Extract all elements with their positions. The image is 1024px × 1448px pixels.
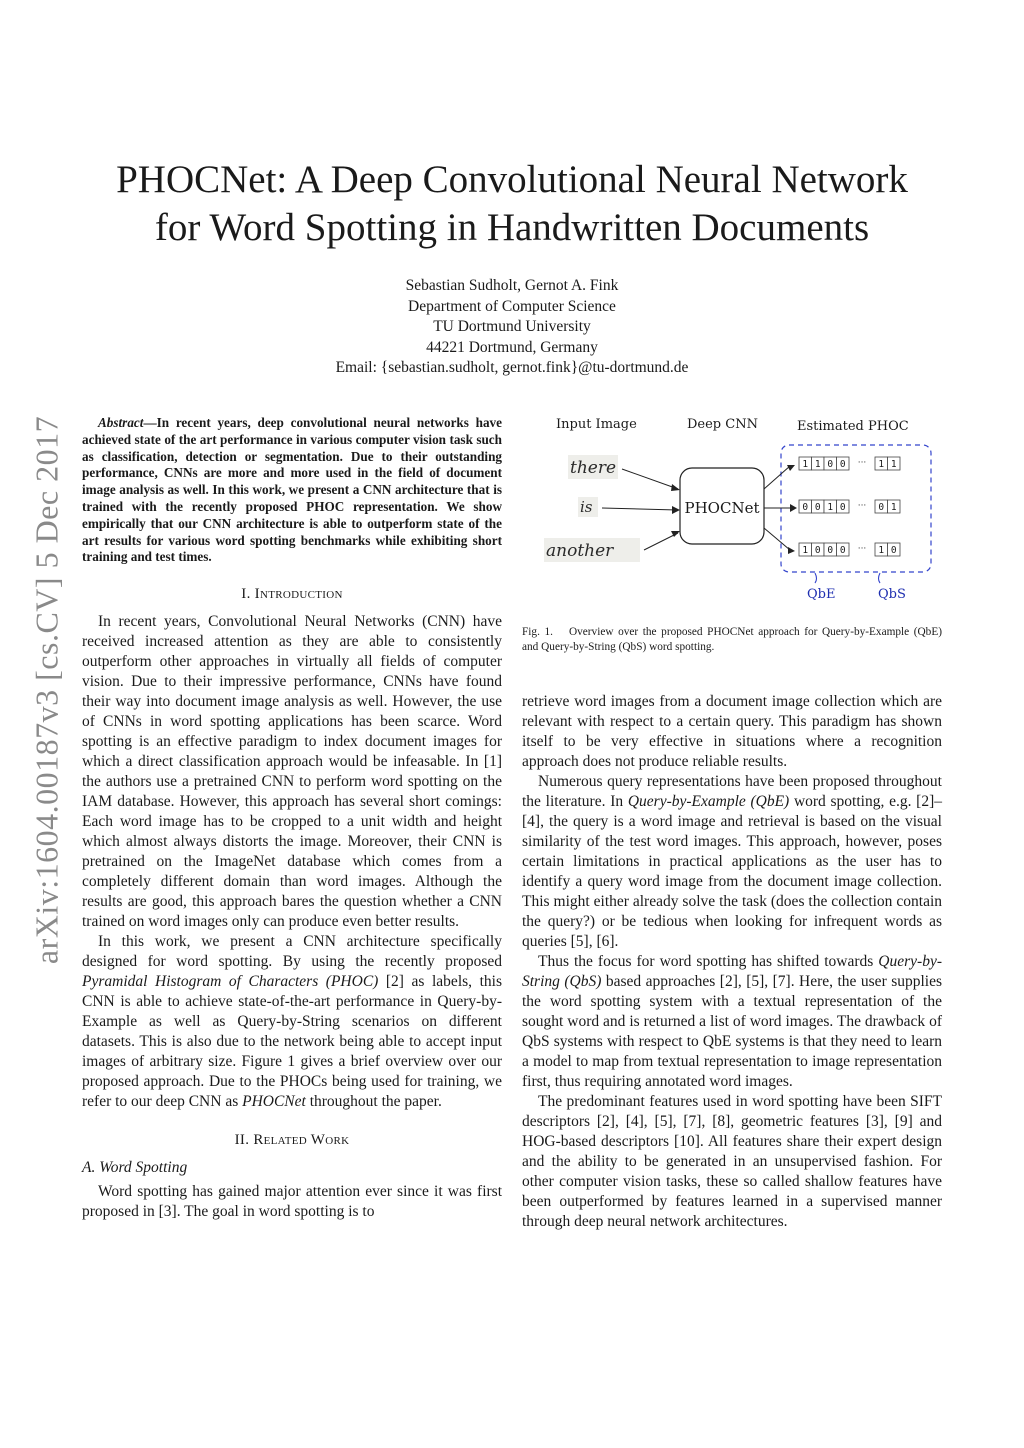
figure-label-estimated-phoc: Estimated PHOC <box>797 419 909 434</box>
phoc-cell-value: 0 <box>814 502 821 513</box>
author-university: TU Dortmund University <box>433 318 591 335</box>
phoc-cell-value: 0 <box>839 502 846 513</box>
abstract <box>82 415 502 566</box>
output-arrows <box>764 466 792 550</box>
author-email: Email: {sebastian.sudholt, gernot.fink}@tu-dortmund.de <box>335 359 689 376</box>
paper-title <box>60 156 964 252</box>
input-arrows <box>602 469 678 550</box>
phoc-cell-value: 1 <box>878 545 885 556</box>
figure-diagram <box>522 415 942 615</box>
word-image-another <box>544 538 640 562</box>
phoc-cell-value: 1 <box>814 459 821 470</box>
word-image-text-another: another <box>546 541 614 561</box>
figure-label-input-image: Input Image <box>556 417 637 432</box>
phoc-cell-value: 1 <box>802 459 809 470</box>
phoc-cell-value: 0 <box>802 502 809 513</box>
phoc-cell-value: 0 <box>839 545 846 556</box>
phoc-ellipsis: ··· <box>857 544 867 554</box>
phoc-cell-value: 1 <box>890 459 897 470</box>
input-arrowheads <box>671 484 680 537</box>
phoc-ellipsis: ··· <box>857 458 867 468</box>
arxiv-identifier: arXiv:1604.00187v3 [cs.CV] 5 Dec 2017 <box>28 415 65 965</box>
subsection-heading-word-spotting: A. Word Spotting <box>82 1159 188 1177</box>
word-spotting-paragraph: Word spotting has gained major attention ever since it was first proposed in [3]. The goal in word spotting is to <box>82 1183 502 1221</box>
figure-1 <box>522 415 942 615</box>
section-heading-related-work: II. Related Work <box>234 1132 350 1149</box>
phoc-cell-value: 1 <box>878 459 885 470</box>
output-arrowheads <box>787 465 797 554</box>
title-line-1: PHOCNet: A Deep Convolutional Neural Network <box>116 158 908 201</box>
intro-paragraph-1: In recent years, Convolutional Neural Networks (CNN) have received increased attention as they are able to consistently outperform other approaches in virtually all fields of computer vision. Due to their impressive performance, CNNs have found their way into document image analysis as well. However, the use of CNNs in word spotting applications has been scarce. Word spotting is an effective paradigm to index document images for which a direct classification approach would be infeasable. In [1] the authors use a pretrained CNN to perform word spotting on the IAM database. However, this approach has several short comings: Each word image has to be cropped to a unit width and height which almost always distorts the image. Moreover, their CNN is pretrained on the ImageNet database which comes from a completely different domain than word images. Although the results are good, this approach bares the question whether a CNN trained on word images only can produce even better results. <box>82 613 502 931</box>
right-paragraph-1: retrieve word images from a document image collection which are relevant with respect to a certain query. This paradigm has shown itself to be very effective in situations where a recognition approach does not produce reliable results. <box>522 693 942 770</box>
abstract-label: Abstract <box>98 415 144 430</box>
phoc-cell-value: 0 <box>839 459 846 470</box>
right-paragraph-2: Numerous query representations have been proposed throughout the literature. In Query-by-Example (QbE) word spotting, e.g. [2]–[4], the query is a word image and retrieval is based on the visual similarity of the test word images. This approach, however, poses certain limitations in practical applications as the user has to identify a query word image from the document image collection. This might either already solve the task (does the collection contain the query?) or be tedious when looking for infrequent words as queries [5], [6]. <box>522 773 942 950</box>
right-column <box>522 415 942 1232</box>
phoc-cell-value: 1 <box>890 502 897 513</box>
author-department: Department of Computer Science <box>408 297 616 315</box>
word-image-there <box>568 455 618 479</box>
phocnet-label: PHOCNet <box>684 499 760 517</box>
phoc-cell-value: 0 <box>890 545 897 556</box>
word-image-text-is: is <box>580 498 593 516</box>
phoc-cell-value: 1 <box>827 502 834 513</box>
abstract-text: —In recent years, deep convolutional neural networks have achieved state of the art performance in various computer vision task such as classification, detection or segmentation. Due to their outstanding performance, CNNs are more and more used in the field of document image analysis as well. In this work, we present a CNN architecture that is trained with the recently proposed PHOC representation. We show empirically that our CNN architecture is able to outperform state of the art results for various word spotting benchmarks while exhibiting short training and test times. <box>82 415 502 565</box>
figure-label-deep-cnn: Deep CNN <box>687 417 758 432</box>
right-paragraph-4: The predominant features used in word spotting have been SIFT descriptors [2], [4], [5], [7], [8], geometric features [3], [9] and HOG-based descriptors [10]. All features share their expert design and the ability to be generated in an unsupervised fashion. For other computer vision tasks, these so called shallow features have been outperformed by features learned in a supervised manner through deep neural network architectures. <box>522 1093 942 1230</box>
phoc-cell-value: 0 <box>827 545 834 556</box>
figure-caption <box>522 625 942 654</box>
author-block <box>200 276 824 379</box>
author-names: Sebastian Sudholt, Gernot A. Fink <box>405 277 619 294</box>
phoc-cell-value: 0 <box>878 502 885 513</box>
figure-number: Fig. 1. <box>522 626 553 638</box>
title-line-2: for Word Spotting in Handwritten Documents <box>154 206 870 249</box>
phoc-ellipsis: ··· <box>857 501 867 511</box>
query-arrows <box>815 573 880 583</box>
right-paragraph-3: Thus the focus for word spotting has shifted towards Query-by-String (QbS) based approaches [2], [5], [7]. Here, the user supplies the word spotting system with a textual representation of the sought word and is returned a list of word images. The drawback of QbS systems with respect to QbE systems is that they need to learn a model to map from textual representation to image representation first, thus requiring annotated word images. <box>522 953 942 1090</box>
intro-paragraph-2: In this work, we present a CNN architecture specifically designed for word spotting. By using the recently proposed Pyramidal Histogram of Characters (PHOC) [2] as labels, this CNN is able to achieve state-of-the-art performance in Query-by-Example as well as Query-by-String scenarios on different datasets. This is also due to the network being able to accept input images of arbitrary size. Figure 1 gives a brief overview over our proposed approach. Due to the PHOCs being used for training, we refer to our deep CNN as PHOCNet throughout the paper. <box>82 933 502 1111</box>
qbs-label: QbS <box>878 587 906 602</box>
left-column <box>82 415 502 1222</box>
figure-caption-text: Overview over the proposed PHOCNet approach for Query-by-Example (QbE) and Query-by-String (QbS) word spotting. <box>522 626 942 653</box>
word-image-is <box>578 497 598 517</box>
phoc-cell-value: 1 <box>802 545 809 556</box>
qbe-label: QbE <box>807 587 836 602</box>
phoc-vectors <box>799 457 900 556</box>
phoc-cell-value: 0 <box>827 459 834 470</box>
section-heading-introduction: I. Introduction <box>241 586 343 603</box>
word-image-text-there: there <box>570 458 617 478</box>
author-address: 44221 Dortmund, Germany <box>426 338 598 356</box>
phoc-cell-value: 0 <box>814 545 821 556</box>
